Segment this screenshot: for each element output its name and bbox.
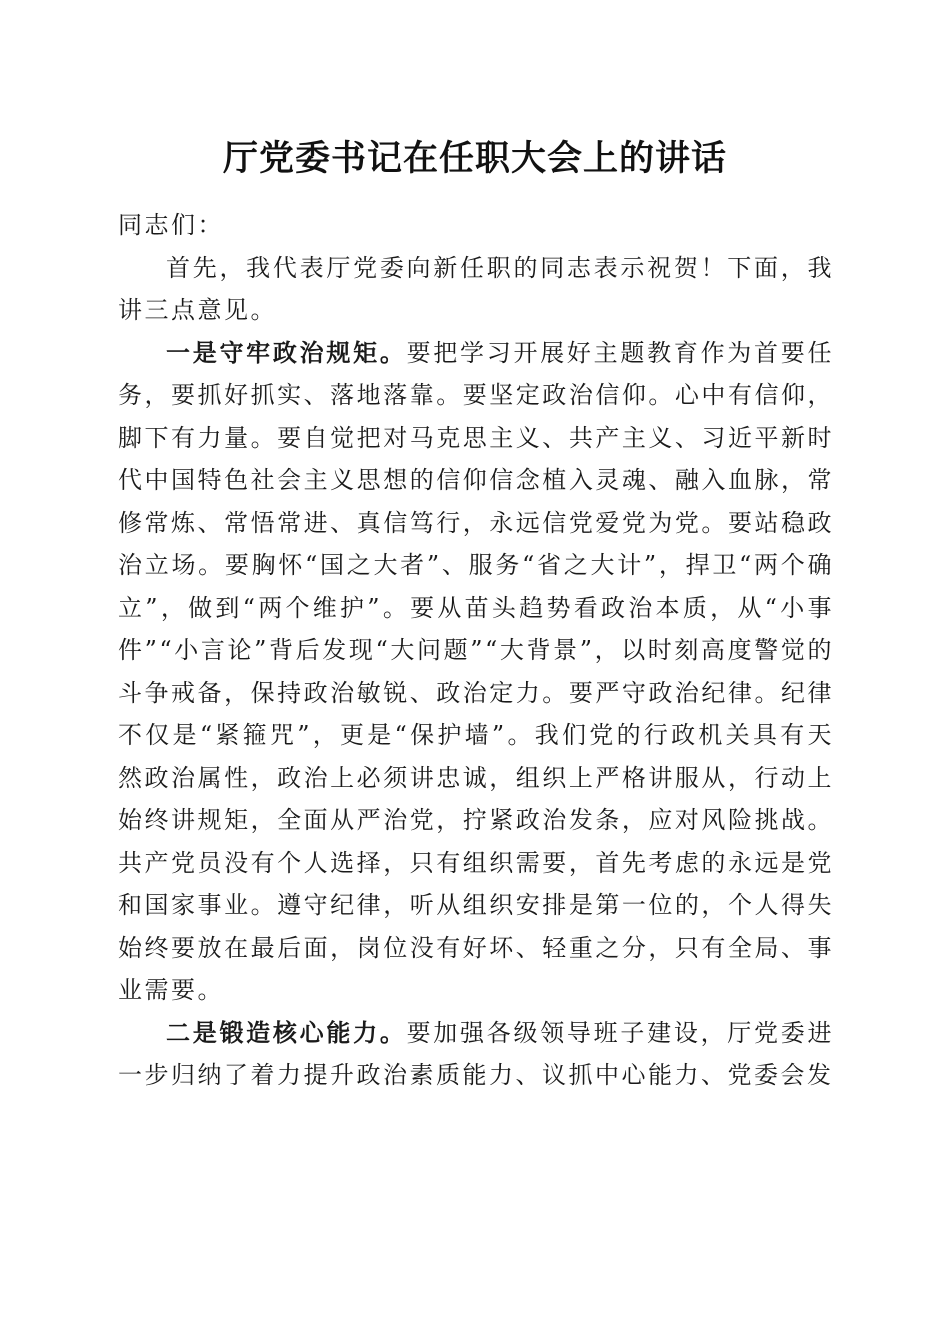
section-text-2: 要加强各级领导班子建设，厅党委进一步归纳了着力提升政治素质能力、议抓中心能力、党委会发	[118, 1018, 834, 1089]
intro-paragraph: 首先，我代表厅党委向新任职的同志表示祝贺！下面，我讲三点意见。	[118, 253, 834, 324]
section-lead-1: 一是守牢政治规矩。	[166, 337, 407, 367]
document-title: 厅党委书记在任职大会上的讲话	[222, 138, 727, 179]
section-text-1: 要把学习开展好主题教育作为首要任务，要抓好抓实、落地落靠。要坚定政治信仰。心中有信仰，脚下有力量。要自觉把对马克思主义、共产主义、习近平新时代中国特色社会主义思想的信仰信念植入灵魂、融入血脉，常修常炼、常悟常进、真信笃行，永远信党爱党为党。要站稳政治立场。要胸怀“国之大者”、服务“省之大计”，捍卫“两个确立”，做到“两个维护”。要从苗头趋势看政治本质，从“小事件”“小言论”背后发现“大问题”“大背景”，以时刻高度警觉的斗争戒备，保持政治敏锐、政治定力。要严守政治纪律。纪律不仅是“紧箍咒”，更是“保护墙”。我们党的行政机关具有天然政治属性，政治上必须讲忠诚，组织上严格讲服从，行动上始终讲规矩，全面从严治党，拧紧政治发条，应对风险挑战。共产党员没有个人选择，只有组织需要，首先考虑的永远是党和国家事业。遵守纪律，听从组织安排是第一位的，个人得失始终要放在最后面，岗位没有好坏、轻重之分，只有全局、事业需要。	[118, 338, 834, 1004]
salutation: 同志们：	[118, 211, 224, 239]
section-paragraph-1	[118, 332, 834, 1012]
section-paragraph-2	[118, 1012, 834, 1097]
document-body	[118, 204, 834, 1097]
section-lead-2: 二是锻造核心能力。	[166, 1017, 407, 1047]
